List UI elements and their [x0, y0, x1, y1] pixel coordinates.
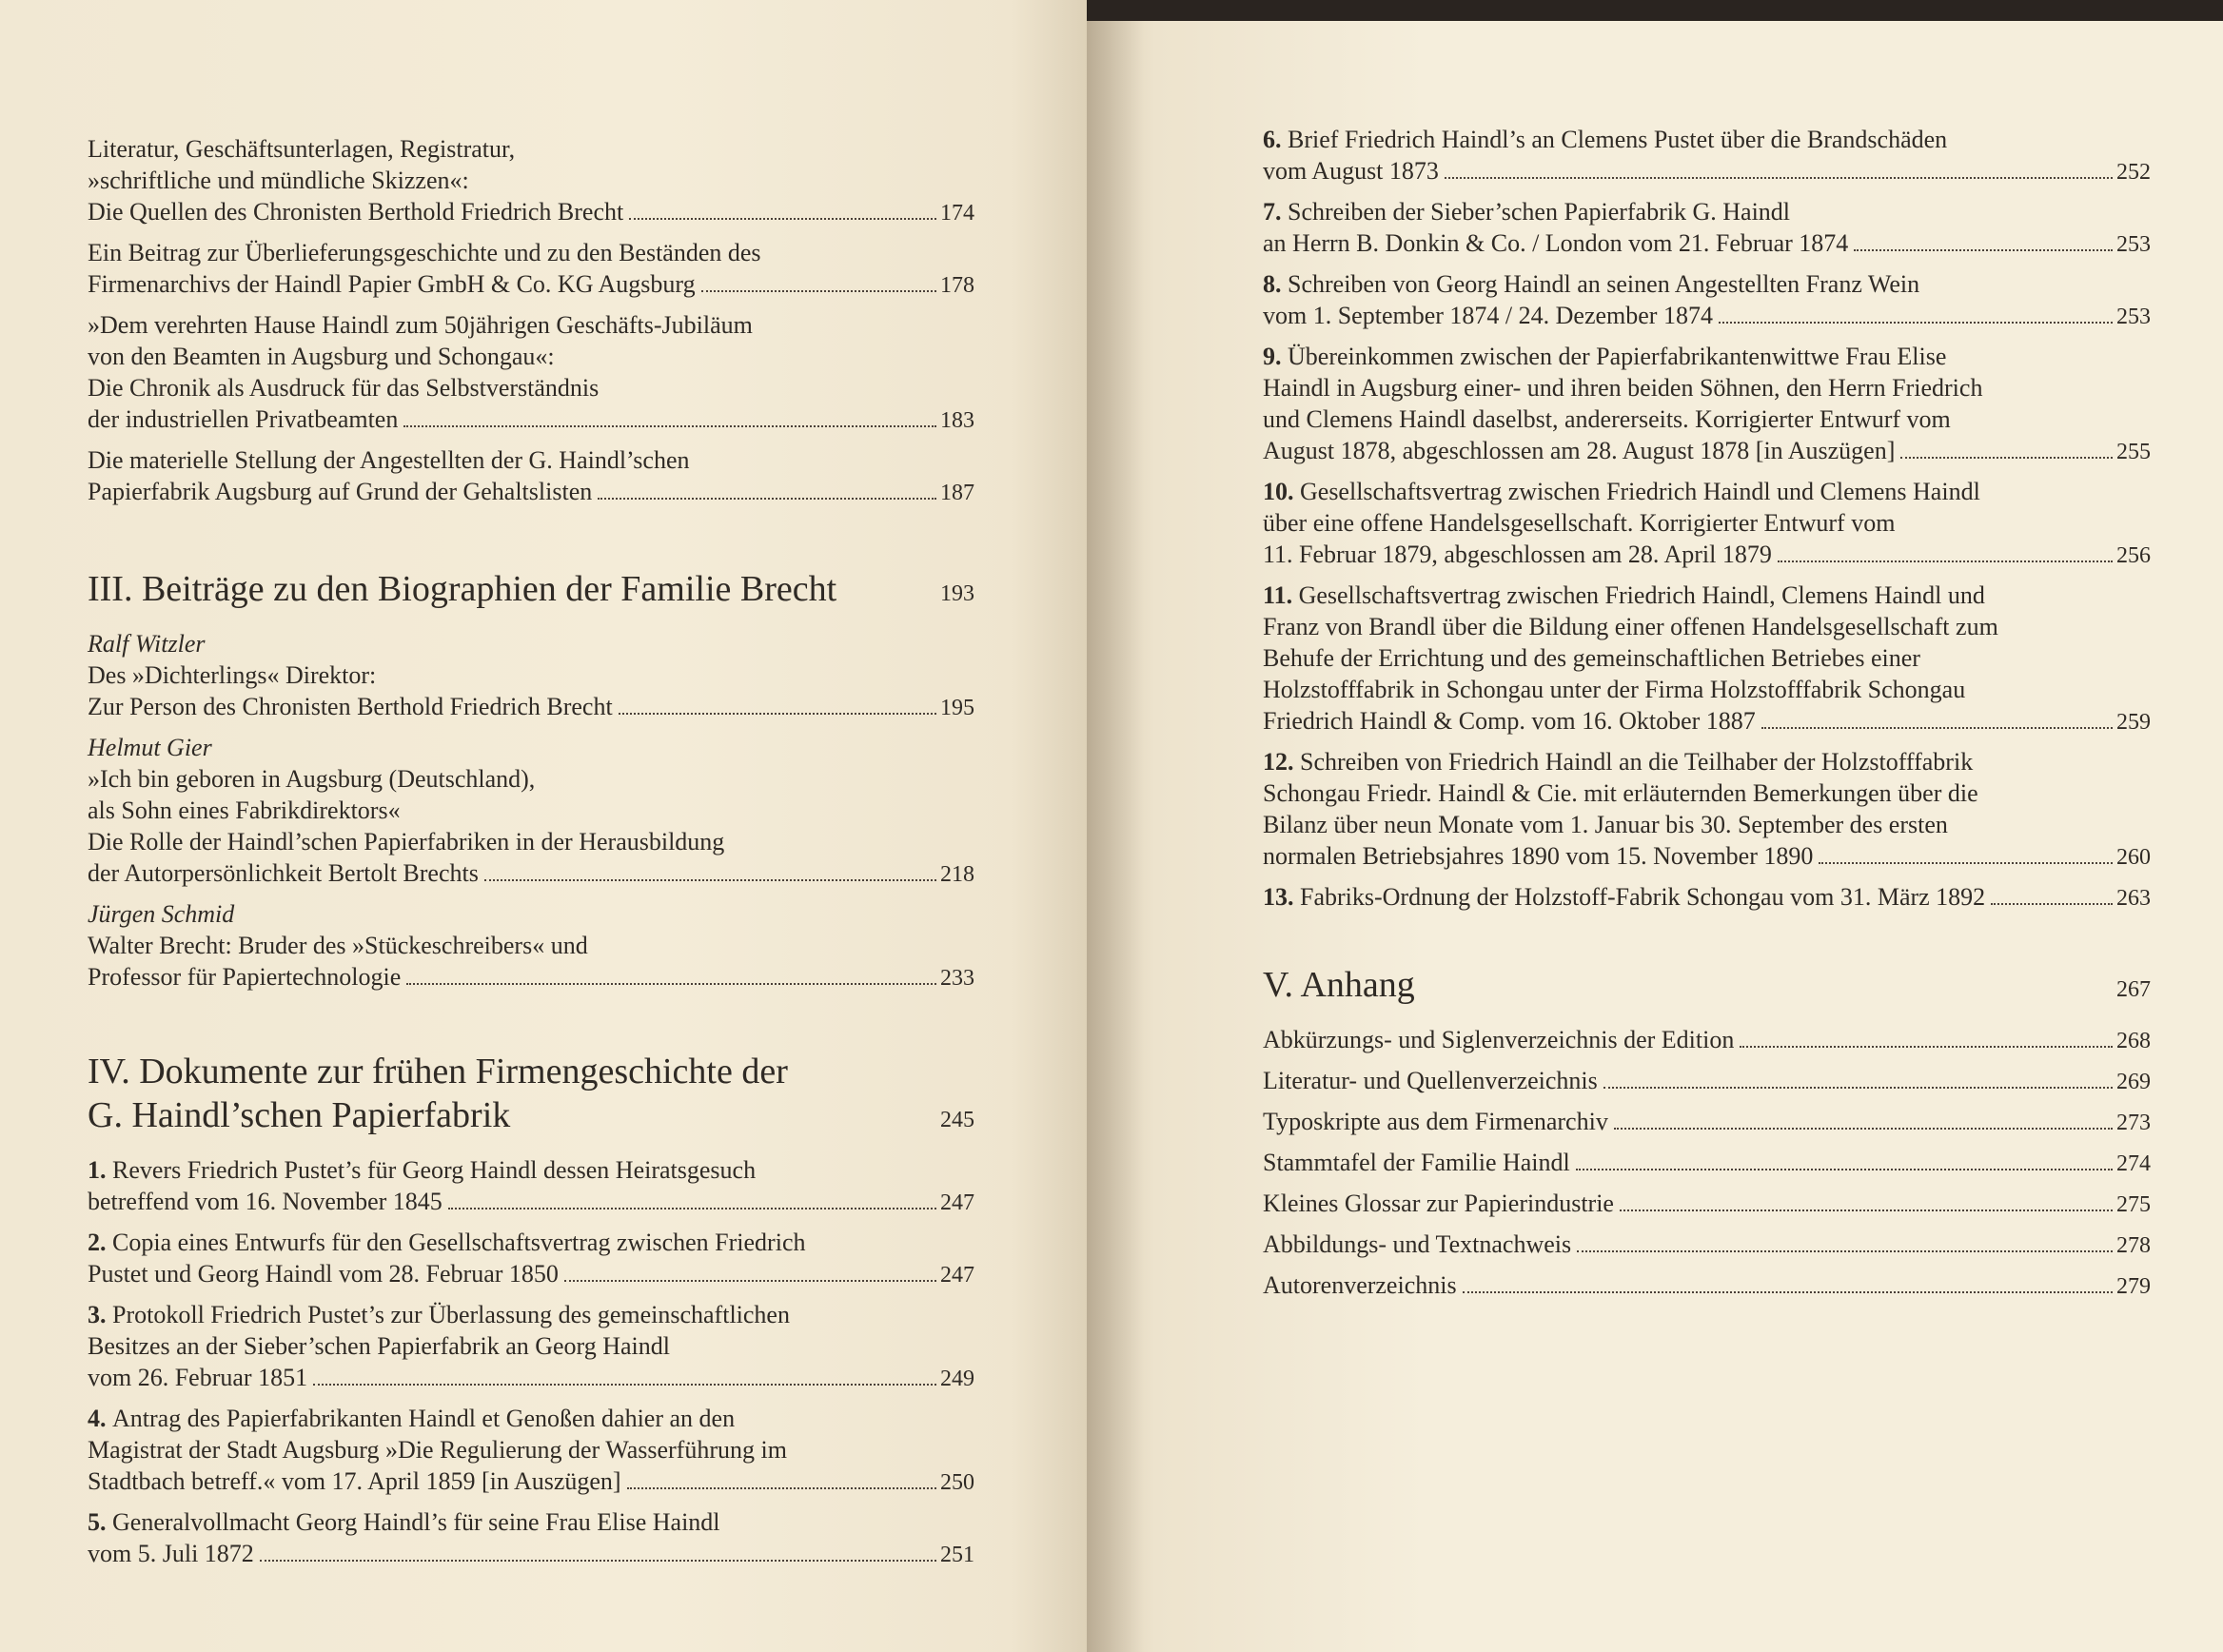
entry-last-line [1263, 1147, 2151, 1180]
toc-entry [1263, 1188, 2151, 1221]
entry-text: Behufe der Errichtung und des gemeinschaftlichen Betriebes einer [1263, 644, 1920, 672]
entry-text: August 1878, abgeschlossen am 28. August 1878 [in Auszügen] [1263, 437, 1896, 464]
entry-number: 6. [1263, 126, 1282, 153]
dot-leader [1576, 1169, 2113, 1170]
toc-entry [1263, 268, 2151, 333]
entry-line [1263, 674, 2151, 705]
entry-text: Kleines Glossar zur Papierindustrie [1263, 1190, 1614, 1217]
entry-text: Papierfabrik Augsburg auf Grund der Gehaltslisten [88, 478, 593, 505]
entry-text: Stammtafel der Familie Haindl [1263, 1149, 1570, 1176]
entry-text: »schriftliche und mündliche Skizzen«: [88, 167, 469, 194]
entry-text: Professor für Papiertechnologie [88, 963, 402, 991]
entry-text: Autorenverzeichnis [1263, 1271, 1457, 1299]
dot-leader [1761, 727, 2113, 729]
entry-line [1263, 507, 2151, 539]
entry-text: Die Quellen des Chronisten Berthold Friedrich Brecht [88, 198, 624, 226]
entry-last-line [1263, 881, 2151, 914]
entry-text: vom 5. Juli 1872 [88, 1540, 254, 1567]
entry-page-number: 218 [940, 862, 974, 887]
entry-text: an Herrn B. Donkin & Co. / London vom 21. Februar 1874 [1263, 229, 1849, 257]
entry-text: 11. Februar 1879, abgeschlossen am 28. April 1879 [1263, 541, 1772, 568]
entry-text: Firmenarchivs der Haindl Papier GmbH & Co. KG Augsburg [88, 270, 696, 298]
entry-last-line [88, 1465, 974, 1499]
entry-text: Antrag des Papierfabrikanten Haindl et Genoßen dahier an den [112, 1405, 736, 1432]
section-4-entries [88, 1154, 974, 1571]
toc-entry [1263, 1269, 2151, 1303]
entry-text: Protokoll Friedrich Pustet’s zur Überlassung des gemeinschaftlichen [112, 1301, 790, 1328]
entry-text: Friedrich Haindl & Comp. vom 16. Oktober 1887 [1263, 707, 1756, 735]
entry-line [88, 1506, 974, 1538]
right-page [1087, 21, 2223, 1652]
entry-text: Des »Dichterlings« Direktor: [88, 661, 377, 689]
section-heading [1263, 964, 2151, 1011]
entry-text: Walter Brecht: Bruder des »Stückeschreibers« und [88, 932, 588, 959]
entry-text: von den Beamten in Augsburg und Schongau«: [88, 343, 555, 370]
entry-text: Pustet und Georg Haindl vom 28. Februar 1850 [88, 1260, 559, 1288]
entry-line [88, 1154, 974, 1186]
entry-number: 10. [1263, 478, 1294, 505]
section-3 [88, 568, 974, 994]
dot-leader [629, 218, 936, 220]
toc-entry [88, 1506, 974, 1571]
entry-line [88, 1403, 974, 1434]
toc-entry [88, 628, 974, 724]
entry-number: 7. [1263, 198, 1282, 226]
toc-entries-section-4-cont [1263, 124, 2151, 914]
entry-page-number: 253 [2116, 232, 2151, 257]
entry-text: Ein Beitrag zur Überlieferungsgeschichte und zu den Beständen des [88, 239, 761, 266]
toc-entry [1263, 124, 2151, 188]
left-page [0, 0, 1087, 1652]
entry-line [88, 237, 974, 268]
entry-line [1263, 124, 2151, 155]
entry-text: Die materielle Stellung der Angestellten der G. Haindl’schen [88, 446, 690, 474]
entry-last-line [1263, 1106, 2151, 1139]
entry-last-line [88, 476, 974, 509]
section-heading [88, 568, 974, 615]
entry-page-number: 274 [2116, 1151, 2151, 1176]
entry-text: vom 26. Februar 1851 [88, 1364, 308, 1391]
entry-line [1263, 580, 2151, 611]
entry-text: Typoskripte aus dem Firmenarchiv [1263, 1108, 1608, 1135]
entry-page-number: 187 [940, 481, 974, 505]
entry-text: Übereinkommen zwischen der Papierfabrikantenwittwe Frau Elise [1288, 343, 1947, 370]
entry-last-line [1263, 1269, 2151, 1303]
entry-line [1263, 809, 2151, 840]
section-5-entries [1263, 1024, 2151, 1303]
entry-text: der Autorpersönlichkeit Bertolt Brechts [88, 859, 479, 887]
entry-number: 5. [88, 1508, 107, 1536]
entry-line [88, 1330, 974, 1362]
entry-last-line [88, 1186, 974, 1219]
entry-text: als Sohn eines Fabrikdirektors« [88, 796, 401, 824]
entry-text: Franz von Brandl über die Bildung einer offenen Handelsgesellschaft zum [1263, 613, 1998, 640]
toc-entry [88, 444, 974, 509]
section-page-number: 267 [2116, 977, 2151, 1002]
entry-line [88, 930, 974, 961]
entry-number: 9. [1263, 343, 1282, 370]
entry-last-line [88, 1258, 974, 1291]
entry-page-number: 259 [2116, 710, 2151, 735]
entry-page-number: 268 [2116, 1029, 2151, 1053]
entry-text: »Ich bin geboren in Augsburg (Deutschland), [88, 765, 536, 793]
entry-text: Brief Friedrich Haindl’s an Clemens Pustet über die Brandschäden [1288, 126, 1948, 153]
entry-text: Bilanz über neun Monate vom 1. Januar bis 30. September des ersten [1263, 811, 1948, 838]
entry-line [1263, 777, 2151, 809]
dot-leader [701, 290, 936, 292]
entry-page-number: 183 [940, 408, 974, 433]
entry-text: Die Rolle der Haindl’schen Papierfabriken in der Herausbildung [88, 828, 725, 856]
entry-author: Ralf Witzler [88, 630, 206, 658]
toc-entry [1263, 580, 2151, 738]
entry-last-line [88, 961, 974, 994]
section-title-line-1: IV. Dokumente zur frühen Firmengeschichte der [88, 1052, 788, 1092]
dot-leader [1740, 1046, 2113, 1048]
toc-entry [1263, 196, 2151, 261]
entry-page-number: 251 [940, 1543, 974, 1567]
entry-page-number: 255 [2116, 440, 2151, 464]
entry-line [1263, 372, 2151, 403]
entry-text: Fabriks-Ordnung der Holzstoff-Fabrik Schongau vom 31. März 1892 [1300, 883, 1986, 911]
dot-leader [1900, 457, 2113, 459]
entry-line [88, 1299, 974, 1330]
dot-leader [406, 983, 936, 985]
section-4 [88, 1050, 974, 1571]
entry-number: 11. [1263, 581, 1293, 609]
entry-number: 13. [1263, 883, 1294, 911]
section-title: V. Anhang [1263, 965, 1415, 1005]
entry-last-line [88, 691, 974, 724]
dot-leader [1991, 903, 2113, 905]
entry-text: Literatur- und Quellenverzeichnis [1263, 1067, 1598, 1094]
entry-last-line [1263, 1188, 2151, 1221]
toc-entry [88, 898, 974, 994]
entry-line [88, 444, 974, 476]
dot-leader [1819, 862, 2113, 864]
toc-entry [88, 1227, 974, 1291]
entry-text: Magistrat der Stadt Augsburg »Die Regulierung der Wasserführung im [88, 1436, 787, 1464]
entry-line [88, 309, 974, 341]
entry-page-number: 178 [940, 273, 974, 298]
entry-last-line [1263, 155, 2151, 188]
entry-text: Abkürzungs- und Siglenverzeichnis der Edition [1263, 1026, 1735, 1053]
entry-last-line [88, 857, 974, 891]
entry-last-line [88, 1362, 974, 1395]
entry-author: Helmut Gier [88, 734, 212, 761]
dot-leader [1854, 249, 2113, 251]
dot-leader [564, 1280, 936, 1282]
entry-text: Revers Friedrich Pustet’s für Georg Haindl dessen Heiratsgesuch [112, 1156, 757, 1184]
toc-entry [88, 133, 974, 229]
entry-number: 4. [88, 1405, 107, 1432]
entry-text: vom 1. September 1874 / 24. Dezember 1874 [1263, 302, 1713, 329]
entry-line [1263, 642, 2151, 674]
entry-line [1263, 341, 2151, 372]
entry-text: Schreiben von Friedrich Haindl an die Teilhaber der Holzstofffabrik [1300, 748, 1974, 776]
section-title: III. Beiträge zu den Biographien der Familie Brecht [88, 569, 837, 609]
dot-leader [403, 425, 936, 427]
entry-line [1263, 268, 2151, 300]
entry-number: 12. [1263, 748, 1294, 776]
entry-number: 1. [88, 1156, 107, 1184]
entry-page-number: 247 [940, 1190, 974, 1215]
entry-line [88, 795, 974, 826]
entry-text: Stadtbach betreff.« vom 17. April 1859 [in Auszügen] [88, 1467, 621, 1495]
entry-page-number: 256 [2116, 543, 2151, 568]
entry-last-line [88, 268, 974, 302]
entry-text: Gesellschaftsvertrag zwischen Friedrich Haindl, Clemens Haindl und [1298, 581, 1985, 609]
toc-entry [1263, 476, 2151, 572]
dot-leader [1719, 322, 2113, 324]
section-title-line-2: G. Haindl’schen Papierfabrik [88, 1095, 511, 1135]
entry-number: 2. [88, 1229, 107, 1256]
toc-entry [1263, 1024, 2151, 1057]
dot-leader [1603, 1087, 2113, 1089]
entry-number: 3. [88, 1301, 107, 1328]
entry-text: Schongau Friedr. Haindl & Cie. mit erläuternden Bemerkungen über die [1263, 779, 1978, 807]
dot-leader [1445, 177, 2113, 179]
entry-page-number: 250 [940, 1470, 974, 1495]
entry-page-number: 174 [940, 201, 974, 226]
dot-leader [619, 713, 936, 715]
entry-line [1263, 196, 2151, 227]
entry-last-line [1263, 300, 2151, 333]
toc-entry [1263, 341, 2151, 468]
entry-last-line [1263, 705, 2151, 738]
dot-leader [1620, 1210, 2113, 1211]
entry-text: Gesellschaftsvertrag zwischen Friedrich Haindl und Clemens Haindl [1300, 478, 1980, 505]
entry-line [88, 165, 974, 196]
entry-text: Abbildungs- und Textnachweis [1263, 1230, 1572, 1258]
toc-entry [1263, 1229, 2151, 1262]
entry-page-number: 253 [2116, 305, 2151, 329]
entry-page-number: 249 [940, 1367, 974, 1391]
toc-entry [88, 1299, 974, 1395]
entry-page-number: 233 [940, 966, 974, 991]
entry-last-line [1263, 840, 2151, 874]
entry-last-line [1263, 227, 2151, 261]
entry-line [1263, 611, 2151, 642]
entry-text: vom August 1873 [1263, 157, 1439, 185]
dot-leader [1463, 1291, 2113, 1293]
dot-leader [1614, 1128, 2113, 1130]
entry-page-number: 279 [2116, 1274, 2151, 1299]
entry-line [88, 133, 974, 165]
dot-leader [1577, 1250, 2113, 1252]
entry-last-line [1263, 539, 2151, 572]
dot-leader [598, 498, 936, 500]
entry-last-line [1263, 435, 2151, 468]
entry-page-number: 278 [2116, 1233, 2151, 1258]
dot-leader [313, 1384, 936, 1386]
entry-text: über eine offene Handelsgesellschaft. Korrigierter Entwurf vom [1263, 509, 1896, 537]
entry-last-line [88, 196, 974, 229]
toc-entry [1263, 1065, 2151, 1098]
entry-number: 8. [1263, 270, 1282, 298]
toc-entry [88, 237, 974, 302]
entry-page-number: 260 [2116, 845, 2151, 870]
dot-leader [448, 1208, 936, 1210]
entry-last-line [88, 403, 974, 437]
entry-line [1263, 403, 2151, 435]
entry-text: Haindl in Augsburg einer- und ihren beiden Söhnen, den Herrn Friedrich [1263, 374, 1983, 402]
section-5 [1263, 964, 2151, 1303]
entry-text: Generalvollmacht Georg Haindl’s für seine Frau Elise Haindl [112, 1508, 720, 1536]
entry-text: Besitzes an der Sieber’schen Papierfabrik an Georg Haindl [88, 1332, 671, 1360]
section-heading [88, 1050, 974, 1141]
entry-last-line [1263, 1229, 2151, 1262]
dot-leader [484, 879, 936, 881]
toc-entries-section-2 [88, 133, 974, 509]
toc-entry [88, 732, 974, 891]
dot-leader [627, 1487, 936, 1489]
entry-line [88, 341, 974, 372]
entry-author: Jürgen Schmid [88, 900, 235, 928]
entry-text: »Dem verehrten Hause Haindl zum 50jährigen Geschäfts-Jubiläum [88, 311, 753, 339]
entry-page-number: 252 [2116, 160, 2151, 185]
entry-text: normalen Betriebsjahres 1890 vom 15. November 1890 [1263, 842, 1814, 870]
entry-line [88, 1227, 974, 1258]
entry-page-number: 275 [2116, 1192, 2151, 1217]
entry-text: Holzstofffabrik in Schongau unter der Firma Holzstofffabrik Schongau [1263, 676, 1966, 703]
toc-entry [1263, 1106, 2151, 1139]
entry-text: Die Chronik als Ausdruck für das Selbstverständnis [88, 374, 600, 402]
entry-text: der industriellen Privatbeamten [88, 405, 399, 433]
entry-page-number: 195 [940, 696, 974, 720]
section-page-number: 245 [940, 1108, 974, 1132]
entry-line [88, 763, 974, 795]
entry-text: Literatur, Geschäftsunterlagen, Registratur, [88, 135, 516, 163]
entry-page-number: 269 [2116, 1070, 2151, 1094]
entry-line [88, 1434, 974, 1465]
entry-text: betreffend vom 16. November 1845 [88, 1188, 443, 1215]
entry-last-line [1263, 1065, 2151, 1098]
toc-entry [1263, 1147, 2151, 1180]
entry-text: Copia eines Entwurfs für den Gesellschaftsvertrag zwischen Friedrich [112, 1229, 806, 1256]
entry-page-number: 247 [940, 1263, 974, 1288]
entry-last-line [1263, 1024, 2151, 1057]
toc-entry [88, 309, 974, 437]
entry-text: Zur Person des Chronisten Berthold Friedrich Brecht [88, 693, 613, 720]
dot-leader [1778, 560, 2113, 562]
dot-leader [260, 1560, 936, 1562]
section-3-entries [88, 628, 974, 994]
entry-line [1263, 746, 2151, 777]
entry-page-number: 273 [2116, 1111, 2151, 1135]
entry-page-number: 263 [2116, 886, 2151, 911]
entry-line [88, 659, 974, 691]
entry-text: Schreiben von Georg Haindl an seinen Angestellten Franz Wein [1288, 270, 1920, 298]
toc-entry [1263, 881, 2151, 914]
entry-last-line [88, 1538, 974, 1571]
toc-entry [1263, 746, 2151, 874]
entry-line [88, 372, 974, 403]
entry-line [88, 826, 974, 857]
toc-entry [88, 1154, 974, 1219]
section-page-number: 193 [940, 581, 974, 606]
entry-line [1263, 476, 2151, 507]
entry-text: und Clemens Haindl daselbst, andererseits. Korrigierter Entwurf vom [1263, 405, 1951, 433]
toc-entry [88, 1403, 974, 1499]
entry-text: Schreiben der Sieber’schen Papierfabrik G. Haindl [1288, 198, 1791, 226]
